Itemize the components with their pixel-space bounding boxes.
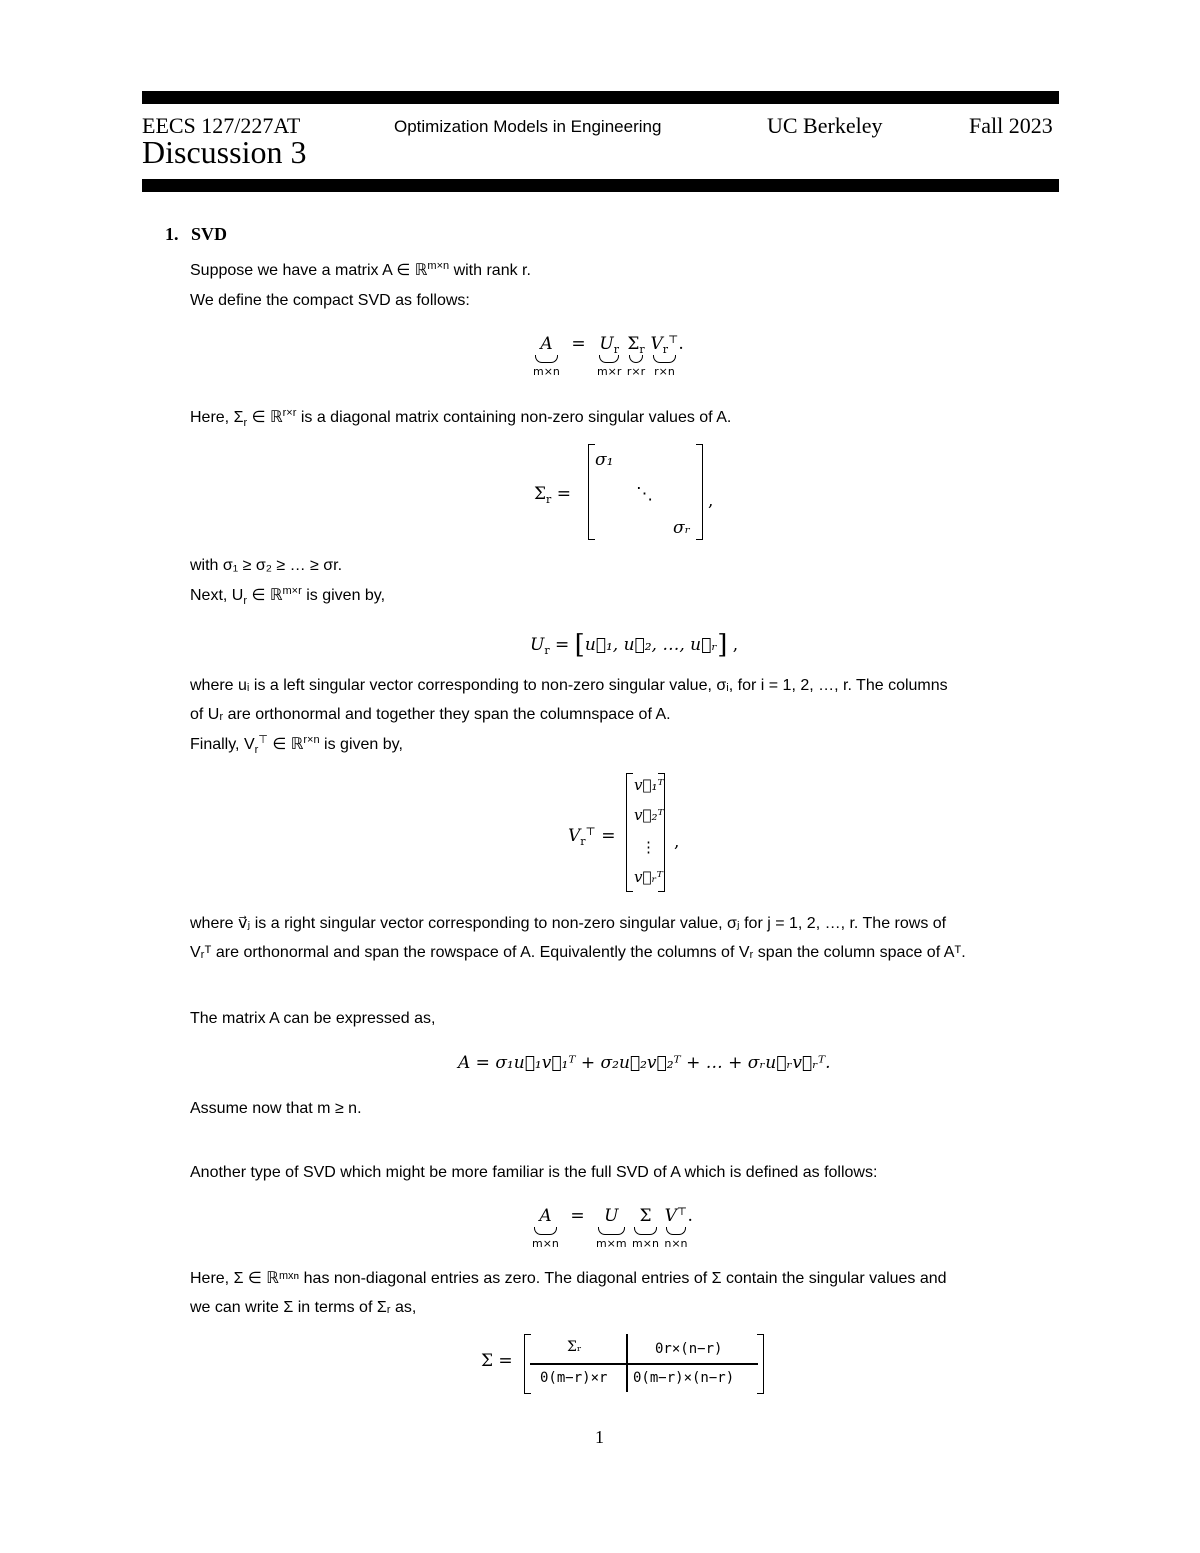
paragraph-full-svd-intro: Another type of SVD which might be more familiar is the full SVD of A which is defined as follows: xyxy=(190,1164,878,1181)
paragraph-v-def: Finally, $V_r^⊤$ ∈ ℝ$^{r\times n}$ is given by, xyxy=(190,734,403,756)
sigma-entry-r: σᵣ xyxy=(673,518,691,538)
paragraph-u-orthonormal: of Uᵣ are orthonormal and together they span the columnspace of A. xyxy=(190,706,671,723)
header-bottom-rule xyxy=(142,179,1059,192)
school-name: UC Berkeley xyxy=(767,113,883,138)
sigma-entry-1: σ₁ xyxy=(595,450,614,470)
sigma-matrix-right-bracket xyxy=(696,444,703,540)
paragraph-matrix-expressed: The matrix A can be expressed as, xyxy=(190,1010,436,1027)
sigma-r-label: $\Sigma_r$ = xyxy=(534,484,571,506)
course-subject: Optimization Models in Engineering xyxy=(394,117,662,136)
block-right-bracket xyxy=(757,1334,764,1394)
v-entry-r: v⃗ᵣᵀ xyxy=(634,868,663,886)
compact-svd-equation: A m×n = $U_r$ m×r $\Sigma_r$ r×r $V_r^⊤$ r×n . xyxy=(533,333,684,378)
outer-product-sum: A = σ₁u⃗₁v⃗₁ᵀ + σ₂u⃗₂v⃗₂ᵀ + … + σᵣu⃗ᵣv⃗ᵣᵀ. xyxy=(458,1053,831,1073)
term: Fall 2023 xyxy=(969,113,1053,138)
paragraph-matrix-def: Suppose we have a matrix A ∈ ℝ$^{m\times n}$ with rank r. xyxy=(190,260,531,279)
sigma-matrix-comma: , xyxy=(708,491,714,511)
paragraph-right-singular: where v⃗ⱼ is a right singular vector corresponding to non-zero singular value, σⱼ for j = 1, 2, …, r. The rows of xyxy=(190,915,947,932)
paragraph-sigma-def: Here, $\Sigma_r$ ∈ ℝ$^{r\times r}$ is a diagonal matrix containing non-zero singular values of A. xyxy=(190,407,732,429)
sigma-entry-dots: ⋱ xyxy=(636,484,653,504)
header-top-rule xyxy=(142,91,1059,104)
block-matrix-label: Σ = xyxy=(481,1351,513,1371)
paragraph-v-orthonormal: Vᵣᵀ are orthonormal and span the rowspace of A. Equivalently the columns of Vᵣ span the column space of Aᵀ. xyxy=(190,944,966,961)
paragraph-sigma-full: Here, Σ ∈ ℝᵐˣⁿ has non-diagonal entries as zero. The diagonal entries of Σ contain the singular values and xyxy=(190,1270,947,1287)
sigma-matrix-left-bracket xyxy=(588,444,595,540)
u-matrix-equation: $U_r$ = [u⃗₁, u⃗₂, …, u⃗ᵣ] , xyxy=(530,630,739,660)
paragraph-compact-svd-intro: We define the compact SVD as follows: xyxy=(190,292,470,309)
section-heading xyxy=(165,224,227,245)
paragraph-assume: Assume now that m ≥ n. xyxy=(190,1100,362,1117)
block-top-left: Σᵣ xyxy=(567,1339,582,1355)
paragraph-ordering: with σ₁ ≥ σ₂ ≥ … ≥ σr. xyxy=(190,557,343,574)
block-horizontal-divider xyxy=(530,1363,758,1365)
paragraph-left-singular: where uᵢ is a left singular vector corresponding to non-zero singular value, σᵢ, for i = 1, 2, …, r. The columns xyxy=(190,677,948,694)
paragraph-u-def: Next, $U_r$ ∈ ℝ$^{m\times r}$ is given by, xyxy=(190,585,386,607)
v-entry-2: v⃗₂ᵀ xyxy=(634,806,664,824)
paragraph-sigma-block: we can write Σ in terms of Σᵣ as, xyxy=(190,1299,417,1316)
v-matrix-comma: , xyxy=(674,832,680,852)
block-bottom-right: 0(m−r)×(n−r) xyxy=(633,1370,735,1386)
page-title: Discussion 3 xyxy=(142,134,307,170)
v-matrix-label: $V_r^⊤$ = xyxy=(568,825,616,848)
course-code: EECS 127/227AT xyxy=(142,113,301,138)
section-title: SVD xyxy=(191,224,228,244)
block-top-right: 0r×(n−r) xyxy=(655,1341,723,1357)
v-matrix-left-bracket xyxy=(626,773,633,892)
block-bottom-left: 0(m−r)×r xyxy=(540,1370,608,1386)
v-entry-dots: ⋮ xyxy=(641,838,656,856)
v-entry-1: v⃗₁ᵀ xyxy=(634,776,664,794)
page-number: 1 xyxy=(595,1427,604,1447)
full-svd-equation: A m×n = U m×m Σ m×n V⊤ n×n . xyxy=(532,1205,693,1250)
section-number: 1. xyxy=(165,224,179,244)
